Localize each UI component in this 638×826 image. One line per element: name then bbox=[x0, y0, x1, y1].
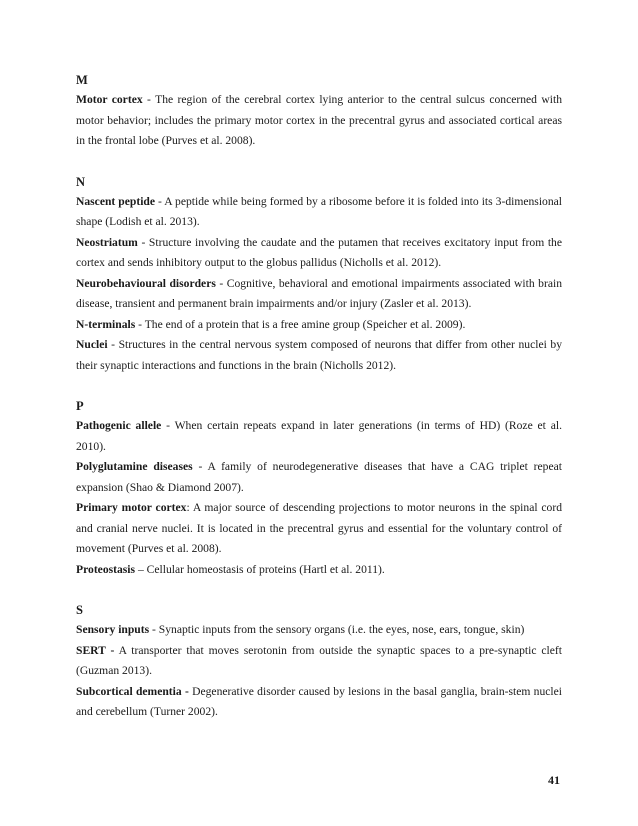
glossary-term: Nascent peptide bbox=[76, 194, 156, 208]
glossary-entry bbox=[76, 192, 562, 233]
glossary-entry bbox=[76, 620, 562, 641]
glossary-definition: - A peptide while being formed by a ribosome before it is folded into its 3-dimensional shape (Lodish et al. 2013). bbox=[76, 194, 562, 228]
glossary-definition: - Cognitive, behavioral and emotional impairments associated with brain disease, transient and permanent brain impairments and/or injury (Zasler et al. 2013). bbox=[76, 276, 562, 310]
section-letter: N bbox=[76, 174, 86, 189]
glossary-entry bbox=[76, 416, 562, 457]
glossary-entry bbox=[76, 457, 562, 498]
glossary-term: Proteostasis bbox=[76, 562, 136, 576]
page-number: 41 bbox=[548, 773, 560, 787]
glossary-definition: - Structures in the central nervous system composed of neurons that differ from other nuclei by their synaptic interactions and functions in the brain (Nicholls 2012). bbox=[76, 338, 562, 372]
section-m bbox=[76, 70, 562, 152]
glossary-term: Subcortical dementia - bbox=[76, 684, 189, 698]
glossary-definition: Degenerative disorder caused by lesions in the basal ganglia, brain-stem nuclei and cerebellum (Turner 2002). bbox=[76, 684, 562, 718]
section-letter: P bbox=[76, 399, 84, 413]
glossary-term: Sensory inputs bbox=[76, 623, 150, 636]
glossary-term: SERT - bbox=[76, 643, 115, 657]
glossary-entry bbox=[76, 90, 562, 152]
glossary-definition: - Structure involving the caudate and the putamen that receives excitatory input from the cortex and sends inhibitory output to the globus pallidus (Nicholls et al. 2012). bbox=[76, 235, 562, 269]
glossary-definition: - The end of a protein that is a free amine group (Speicher et al. 2009). bbox=[135, 317, 466, 331]
section-s bbox=[76, 600, 562, 723]
glossary-definition: - When certain repeats expand in later generations (in terms of HD) (Roze et al. 2010). bbox=[76, 419, 562, 453]
glossary-term: Nuclei bbox=[76, 338, 108, 351]
glossary-term: Neurobehavioural disorders bbox=[76, 276, 216, 290]
glossary-entry bbox=[76, 335, 562, 376]
glossary-page bbox=[76, 70, 562, 743]
glossary-definition: - The region of the cerebral cortex lying anterior to the central sulcus concerned with motor behavior; includes the primary motor cortex in the precentral gyrus and associated cortical areas in the frontal lobe (Purves et al. 2008). bbox=[76, 93, 562, 147]
glossary-definition: A transporter that moves serotonin from outside the synaptic spaces to a pre-synaptic cleft (Guzman 2013). bbox=[76, 643, 562, 677]
glossary-term: Polyglutamine diseases bbox=[76, 460, 193, 473]
glossary-term: Primary motor cortex bbox=[76, 501, 187, 514]
glossary-definition: - A family of neurodegenerative diseases that have a CAG triplet repeat expansion (Shao & Diamond 2007). bbox=[76, 460, 562, 494]
glossary-term: Pathogenic allele bbox=[76, 419, 162, 432]
glossary-term: N-terminals bbox=[76, 317, 136, 331]
glossary-entry bbox=[76, 682, 562, 723]
section-n bbox=[76, 172, 562, 377]
glossary-term: Motor cortex bbox=[76, 93, 143, 106]
glossary-definition: - Synaptic inputs from the sensory organs (i.e. the eyes, nose, ears, tongue, skin) bbox=[149, 623, 525, 636]
section-p bbox=[76, 396, 562, 580]
glossary-entry bbox=[76, 315, 562, 336]
glossary-term: Neostriatum bbox=[76, 235, 138, 249]
glossary-entry bbox=[76, 274, 562, 315]
glossary-definition: – Cellular homeostasis of proteins (Hartl et al. 2011). bbox=[135, 562, 385, 576]
section-letter: S bbox=[76, 603, 83, 617]
glossary-entry bbox=[76, 498, 562, 560]
section-letter: M bbox=[76, 73, 88, 87]
glossary-entry bbox=[76, 560, 562, 581]
glossary-entry bbox=[76, 641, 562, 682]
glossary-definition: : A major source of descending projections to motor neurons in the spinal cord and cranial nerve nuclei. It is located in the precentral gyrus and essential for the voluntary control of movement (Purves et al. 2008). bbox=[76, 501, 562, 555]
glossary-entry bbox=[76, 233, 562, 274]
